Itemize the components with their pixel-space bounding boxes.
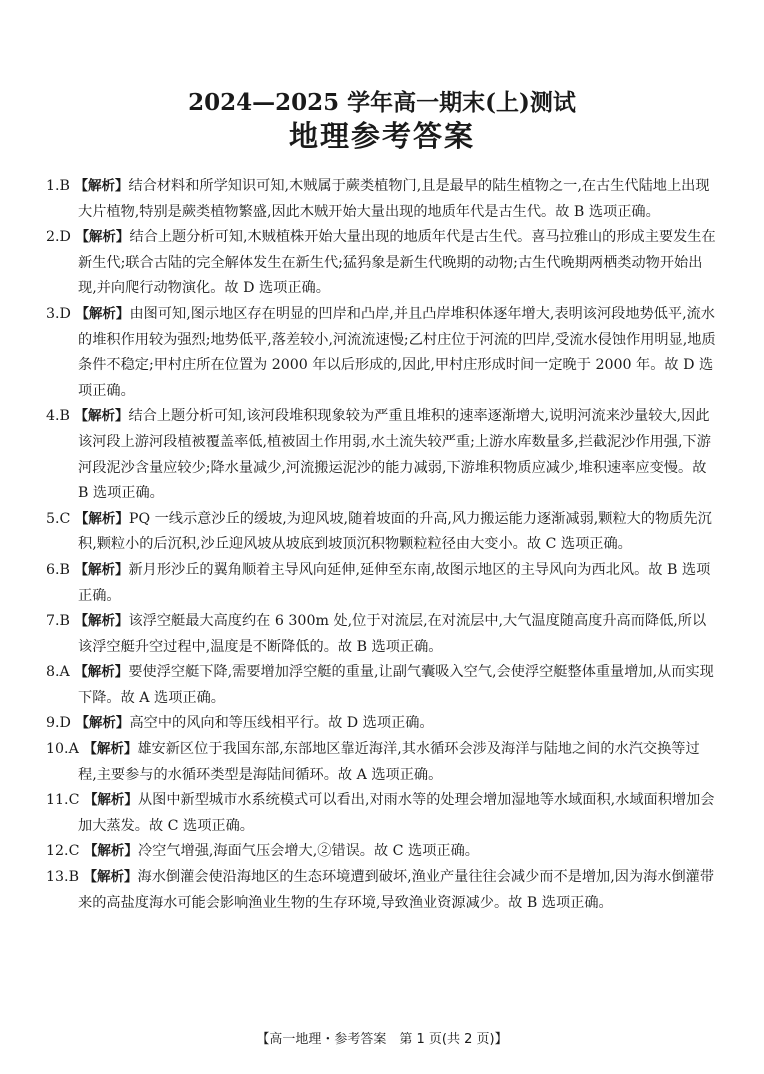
answer-number: 12.C (46, 843, 80, 860)
answer-number: 11.C (46, 792, 80, 809)
answer-item (46, 404, 716, 506)
analysis-tag: 【解析】 (75, 229, 130, 246)
answer-explanation: 雄安新区位于我国东部,东部地区靠近海洋,其水循环会涉及海洋与陆地之间的水汽交换等过程,主要参与的水循环类型是海陆间循环。故 A 选项正确。 (78, 741, 700, 783)
answer-list (46, 174, 716, 916)
analysis-tag: 【解析】 (74, 178, 129, 194)
answer-explanation: 该浮空艇最大高度约在 6 300m 处,位于对流层,在对流层中,大气温度随高度升高而降低,所以该浮空艇升空过程中,温度是不断降低的。故 B 选项正确。 (78, 613, 707, 655)
answer-explanation: 新月形沙丘的翼角顺着主导风向延伸,延伸至东南,故图示地区的主导风向为西北风。故 B 选项正确。 (78, 561, 711, 604)
answer-number: 7.B (46, 613, 70, 630)
answer-explanation: 冷空气增强,海面气压会增大,②错误。故 C 选项正确。 (137, 843, 479, 860)
answer-number: 3.D (46, 305, 71, 322)
analysis-tag: 【解析】 (75, 305, 130, 322)
answer-item (46, 660, 716, 711)
page-footer: 【高一地理・参考答案 第 1 页(共 2 页)】 (256, 1032, 508, 1047)
answer-item (46, 865, 716, 916)
answer-number: 2.D (46, 229, 71, 246)
answer-number: 8.A (46, 664, 70, 681)
answer-item (46, 609, 716, 660)
analysis-tag: 【解析】 (83, 843, 138, 860)
analysis-tag: 【解析】 (75, 715, 130, 732)
answer-explanation: 高空中的风向和等压线相平行。故 D 选项正确。 (129, 715, 434, 732)
analysis-tag: 【解析】 (74, 408, 129, 425)
answer-explanation: 结合材料和所学知识可知,木贼属于蕨类植物门,且是最早的陆生植物之一,在古生代陆地上出现大片植物,特别是蕨类植物繁盛,因此木贼开始大量出现的地质年代是古生代。故 B 选项正确。 (78, 178, 710, 220)
answer-item (46, 711, 716, 737)
analysis-tag: 【解析】 (74, 664, 129, 681)
analysis-tag: 【解析】 (74, 613, 129, 630)
analysis-tag: 【解析】 (74, 561, 129, 578)
answer-item (46, 558, 716, 609)
analysis-tag: 【解析】 (83, 741, 138, 758)
answer-number: 13.B (46, 869, 79, 886)
analysis-tag: 【解析】 (83, 792, 138, 809)
answer-explanation: 结合上题分析可知,该河段堆积现象较为严重且堆积的速率逐渐增大,说明河流来沙量较大,因此该河段上游河段植被覆盖率低,植被固土作用弱,水土流失较严重;上游水库数量多,拦截泥沙作用强,下游河段泥沙含量应较少;降水量减少,河流搬运泥沙的能力减弱,下游堆积物质应减少,堆积速率应变慢。故 B 选项正确。 (78, 408, 711, 502)
answer-key-title: 地理参考答案 (288, 119, 475, 153)
analysis-tag: 【解析】 (74, 510, 129, 527)
answer-explanation: 结合上题分析可知,木贼植株开始大量出现的地质年代是古生代。喜马拉雅山的形成主要发生在新生代;联合古陆的完全解体发生在新生代;猛犸象是新生代晚期的动物;古生代晚期两栖类动物开始出现,并向爬行动物演化。故 D 选项正确。 (78, 229, 716, 297)
answer-number: 1.B (46, 178, 70, 194)
answer-number: 6.B (46, 561, 70, 578)
answer-item (46, 737, 716, 788)
answer-explanation: 海水倒灌会使沿海地区的生态环境遭到破坏,渔业产量往往会减少而不是增加,因为海水倒灌带来的高盐度海水可能会影响渔业生物的生存环境,导致渔业资源减少。故 B 选项正确。 (78, 869, 715, 911)
answer-item (46, 302, 716, 404)
answer-explanation: 要使浮空艇下降,需要增加浮空艇的重量,让副气囊吸入空气,会使浮空艇整体重量增加,从而实现下降。故 A 选项正确。 (78, 664, 714, 706)
answer-explanation: 从图中新型城市水系统模式可以看出,对雨水等的处理会增加湿地等水域面积,水域面积增加会加大蒸发。故 C 选项正确。 (78, 792, 715, 834)
answer-item (46, 788, 716, 839)
answer-number: 5.C (46, 510, 71, 527)
answer-item (46, 507, 716, 558)
answer-number: 4.B (46, 408, 70, 425)
answer-item (46, 174, 716, 225)
answer-explanation: PQ 一线示意沙丘的缓坡,为迎风坡,随着坡面的升高,风力搬运能力逐渐减弱,颗粒大的物质先沉积,颗粒小的后沉积,沙丘迎风坡从坡底到坡顶沉积物颗粒粒径由大变小。故 C 选项正确。 (78, 510, 712, 553)
answer-item (46, 225, 716, 302)
answer-number: 10.A (46, 741, 79, 758)
answer-explanation: 由图可知,图示地区存在明显的凹岸和凸岸,并且凸岸堆积体逐年增大,表明该河段地势低平,流水的堆积作用较为强烈;地势低平,落差较小,河流流速慢;乙村庄位于河流的凹岸,受流水侵蚀作用明显,地质条件不稳定;甲村庄所在位置为 2000 年以后形成的,因此,甲村庄形成时间一定晚于 2000 年。故 D 选项正确。 (78, 305, 716, 399)
answer-number: 9.D (46, 715, 71, 732)
answer-item (46, 839, 716, 865)
exam-title: 2024—2025 学年高一期末(上)测试 (188, 89, 576, 116)
analysis-tag: 【解析】 (83, 869, 138, 886)
